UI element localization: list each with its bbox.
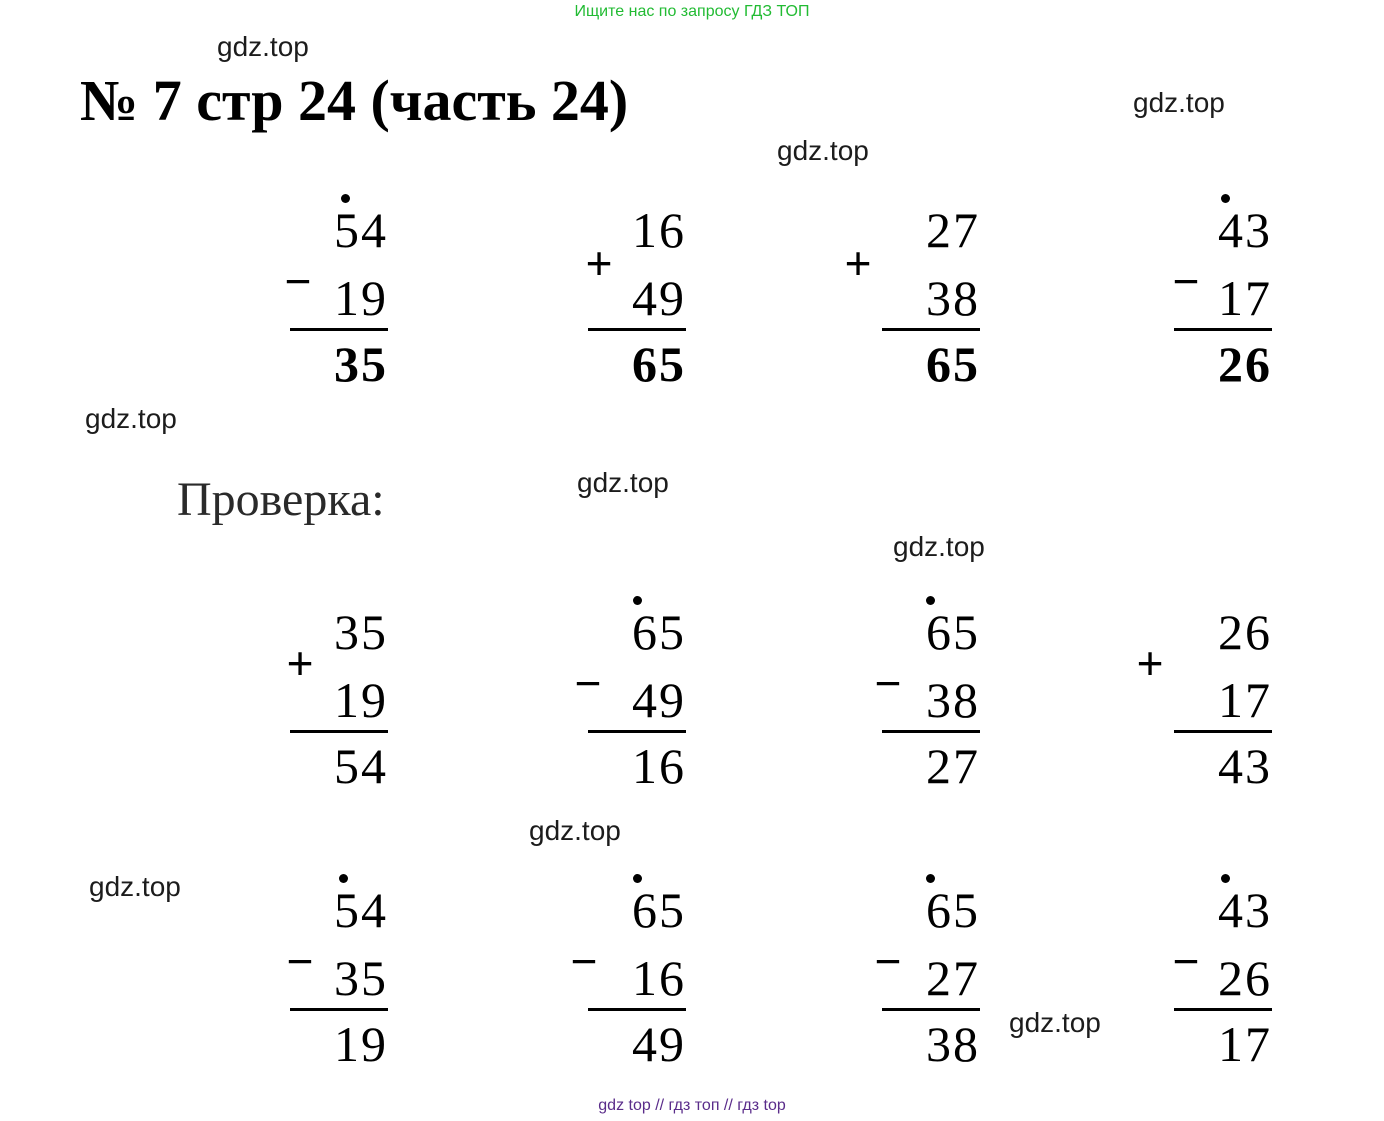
first-number: 16 — [632, 202, 686, 258]
operator-sign: − — [874, 657, 902, 709]
check-calculation-1 — [248, 600, 388, 800]
operator-sign: − — [284, 255, 312, 307]
result-number: 49 — [632, 1016, 686, 1072]
first-number: 43 — [1218, 202, 1272, 258]
operator-sign: + — [1136, 637, 1164, 689]
check-calculation-6 — [546, 878, 686, 1078]
second-number: 35 — [334, 950, 388, 1006]
operator-sign: − — [1172, 255, 1200, 307]
sum-line — [1174, 730, 1272, 733]
second-number: 49 — [632, 672, 686, 728]
sum-line — [588, 730, 686, 733]
watermark: gdz.top — [1009, 1007, 1101, 1038]
second-number: 17 — [1218, 672, 1272, 728]
result-number: 43 — [1218, 738, 1272, 794]
result-number: 54 — [334, 738, 388, 794]
operator-sign: − — [286, 935, 314, 987]
sum-line — [290, 1008, 388, 1011]
first-number: 27 — [926, 202, 980, 258]
result-number: 17 — [1218, 1016, 1272, 1072]
second-number: 16 — [632, 950, 686, 1006]
first-number: 54 — [334, 882, 388, 938]
sum-line — [588, 328, 686, 331]
column-calculation-2 — [546, 198, 686, 398]
result-number: 65 — [926, 336, 980, 392]
column-calculation-3 — [840, 198, 980, 398]
operator-sign: + — [286, 637, 314, 689]
first-number: 65 — [632, 882, 686, 938]
check-calculation-2 — [546, 600, 686, 800]
watermark: gdz.top — [577, 467, 669, 498]
second-number: 27 — [926, 950, 980, 1006]
watermark: gdz.top — [777, 135, 869, 166]
watermark: gdz.top — [85, 403, 177, 434]
operator-sign: − — [570, 935, 598, 987]
header-note: Ищите нас по запросу ГДЗ ТОП — [574, 3, 810, 20]
sum-line — [882, 730, 980, 733]
first-number: 43 — [1218, 882, 1272, 938]
watermark: gdz.top — [529, 815, 621, 846]
check-calculation-3 — [840, 600, 980, 800]
result-number: 65 — [632, 336, 686, 392]
second-number: 26 — [1218, 950, 1272, 1006]
sum-line — [290, 328, 388, 331]
first-number: 54 — [334, 202, 388, 258]
second-number: 49 — [632, 270, 686, 326]
watermark: gdz.top — [1133, 87, 1225, 118]
page-title: № 7 стр 24 (часть 24) — [80, 68, 629, 133]
check-label: Проверка: — [177, 473, 385, 526]
result-number: 38 — [926, 1016, 980, 1072]
first-number: 26 — [1218, 604, 1272, 660]
result-number: 16 — [632, 738, 686, 794]
operator-sign: + — [585, 237, 613, 289]
sum-line — [1174, 328, 1272, 331]
second-number: 19 — [334, 672, 388, 728]
second-number: 19 — [334, 270, 388, 326]
check-calculation-4 — [1132, 600, 1272, 800]
second-number: 38 — [926, 672, 980, 728]
column-calculation-1 — [248, 198, 388, 398]
operator-sign: − — [574, 657, 602, 709]
check-calculation-7 — [840, 878, 980, 1078]
operator-sign: + — [844, 237, 872, 289]
sum-line — [290, 730, 388, 733]
footer-links: gdz top // гдз топ // гдз top — [598, 1097, 786, 1114]
check-calculation-5 — [248, 878, 388, 1078]
first-number: 65 — [632, 604, 686, 660]
result-number: 35 — [334, 336, 388, 392]
second-number: 17 — [1218, 270, 1272, 326]
sum-line — [882, 1008, 980, 1011]
first-number: 65 — [926, 604, 980, 660]
result-number: 27 — [926, 738, 980, 794]
second-number: 38 — [926, 270, 980, 326]
check-calculation-8 — [1132, 878, 1272, 1078]
result-number: 19 — [334, 1016, 388, 1072]
watermark: gdz.top — [89, 871, 181, 902]
sum-line — [1174, 1008, 1272, 1011]
watermark: gdz.top — [217, 31, 309, 62]
watermark: gdz.top — [893, 531, 985, 562]
first-number: 65 — [926, 882, 980, 938]
sum-line — [588, 1008, 686, 1011]
result-number: 26 — [1218, 336, 1272, 392]
operator-sign: − — [1172, 935, 1200, 987]
sum-line — [882, 328, 980, 331]
first-number: 35 — [334, 604, 388, 660]
column-calculation-4 — [1132, 198, 1272, 398]
operator-sign: − — [874, 935, 902, 987]
